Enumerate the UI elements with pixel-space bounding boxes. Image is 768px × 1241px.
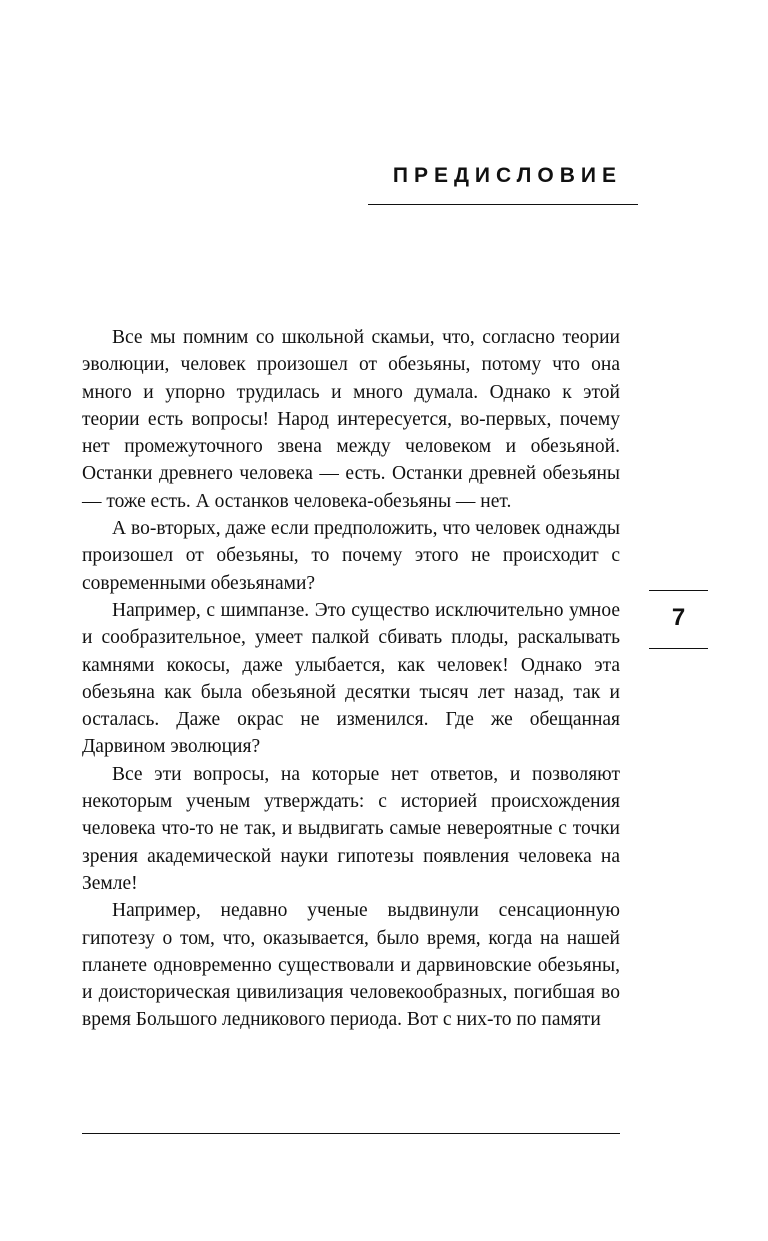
paragraph-1: Все мы помним со школьной скамьи, что, согласно теории эволюции, человек произошел от обезьяны, потому что она много и упорно трудилась и много думала. Однако к этой теории есть вопросы! Народ интересуется, во-первых, почему нет промежуточного звена между человеком и обезьяной. Останки древнего человека — есть. Останки древней обезьяны — тоже есть. А останков человека-обезьяны — нет. [82,327,620,512]
footer-rule [82,1133,620,1134]
page-number-top-rule [649,590,708,591]
paragraph-3: Например, с шимпанзе. Это существо исключительно умное и сообразительное, умеет палкой сбивать плоды, раскалывать камнями кокосы, даже улыбается, как человек! Однако эта обезьяна как была обезьяной десятки тысяч лет назад, так и осталась. Даже окрас не изменился. Где же обещанная Дарвином эволюция? [82,599,620,758]
title-underline [368,204,638,205]
body-text [82,324,620,1034]
page-number: 7 [671,604,686,631]
chapter-title: ПРЕДИСЛОВИЕ [392,164,622,187]
paragraph-5: Например, недавно ученые выдвинули сенсационную гипотезу о том, что, оказывается, было время, когда на нашей планете одновременно существовали и дарвиновские обезьяны, и доисторическая цивилизация человекообразных, погибшая во время Большого ледникового периода. Вот с них-то по памяти [82,900,620,1031]
paragraph-4: Все эти вопросы, на которые нет ответов, и позволяют некоторым ученым утверждать: с историей происхождения человека что-то не так, и выдвигать самые невероятные с точки зрения академической науки гипотезы появления человека на Земле! [82,763,620,894]
page-number-bottom-rule [649,648,708,649]
paragraph-2: А во-вторых, даже если предположить, что человек однажды произошел от обезьяны, то почему этого не происходит с современными обезьянами? [82,518,620,594]
